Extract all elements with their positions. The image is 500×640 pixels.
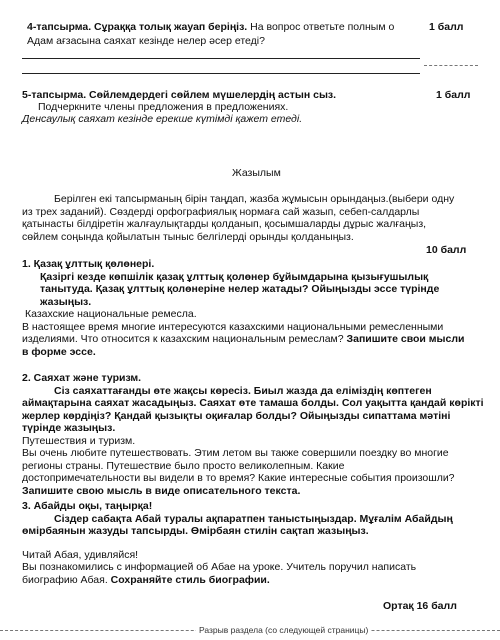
item-ru-title: Читай Абая, удивляйся! [22,548,139,561]
writing-score: 10 балл [426,244,467,256]
item-ru-bold-line: Запишите свою мысль в виде описательного текста. [22,484,301,497]
intro-line: из трех заданий). Сөздерді орфографиялық нормаға сай жазып, себеп-салдарлы [22,205,420,218]
total-score: Ортақ 16 балл [383,600,457,612]
item-ru-bold-line: в форме эссе. [22,345,96,358]
writing-intro [22,193,490,243]
item-kz-line: өмірбаянын жазуды тапсырды. Өмірбаян стилін сақтап жазыңыз. [22,525,369,537]
item-ru-title: Казахские национальные ремесла. [25,308,197,320]
task5-score: 1 балл [436,89,471,101]
item-kz-line: Сіздер сабақта Абай туралы ақпаратпен таныстыңыздар. Мұғалім Абайдың [54,512,453,525]
item-kz-line: жерлер көрдіңіз? Қандай қызықты оқиғалар болды? Ойыңызды сипаттама мәтіні [22,409,451,422]
task5-instruction: Подчеркните члены предложения в предложениях. [38,101,289,113]
item-ru-line: биографию Абая. [22,573,108,586]
answer-line [22,58,420,59]
item-kz-line: аймақтарына саяхат жасадыңыз. Саяхат өте тамаша болды. Сол уақытта қандай көрікті [22,397,484,409]
item-kz-line: Қазіргі кезде көпшілік қазақ ұлттық қолөнер бұйымдарына қызығушылық [40,270,429,283]
intro-line: қатынасты білдіретін жалғаулықтарды қолданып, қосымшаларды дұрыс жалғаңыз, [22,218,427,230]
section-title: Жазылым [232,167,281,179]
item-ru-line: регионы страны. Путешествие было просто великолепным. Какие [22,459,345,472]
task4-heading-ru: На вопрос ответьте полным о [250,21,395,33]
item-kz-line: жазыңыз. [40,295,92,308]
item-ru-line: Вы познакомились с информацией об Абае на уроке. Учитель поручил написать [22,561,417,573]
item-title: 3. Абайды оқы, таңырқа! [22,500,153,512]
task4-heading: 4-тапсырма. Сұраққа толық жауап беріңіз. [27,21,248,33]
task4-score: 1 балл [429,21,464,33]
item-title: 2. Саяхат және туризм. [22,372,142,384]
task4-question: Адам ағзасына саяхат кезінде нелер әсер етеді? [27,35,265,47]
item-kz-line: танытуда. Қазақ ұлттық қолөнеріне нелер жатады? Ойыңызды эссе түрінде [40,283,440,295]
intro-line: сөйлем соңында қойылатын тыныс белгілерді орынды қолданыңыз. [22,230,354,243]
item-ru-line: достопримечательности вы видели в то время? Какие интересные события произошли? [22,472,455,484]
task5-heading: 5-тапсырма. Сөйлемдердегі сөйлем мүшелердің астын сыз. [22,89,337,101]
item-kz-line: Сіз саяхаттағанды өте жақсы көресіз. Биыл жазда да еліміздің көптеген [54,384,432,397]
section-break-label: Разрыв раздела (со следующей страницы) [196,625,371,635]
item-2 [22,372,492,497]
item-ru-title: Путешествия и туризм. [22,434,136,447]
item-ru-line-mixed [22,574,492,587]
item-title: 1. Қазақ ұлттық қөлөнері. [22,258,155,270]
item-ru-line: В настоящее время многие интересуются казахскими национальными ремесленными [22,320,444,333]
answer-line [22,73,420,74]
item-3 [22,500,492,586]
item-ru-line: Вы очень любите путешествовать. Этим летом вы также совершили поездку во многие [22,447,449,459]
item-ru-line: изделиями. Что относится к казахским национальным ремеслам? [22,333,344,345]
item-1 [22,258,492,358]
intro-line: Берілген екі тапсырманың бірін таңдап, жазба жұмысын орындаңыз.(выбери одну [54,193,455,205]
item-ru-bold: Сохраняйте стиль биографии. [110,573,270,586]
task5-sentence: Денсаулық саяхат кезінде ерекше күтімді қажет етеді. [22,113,303,125]
item-ru-line-mixed [22,333,492,346]
task4-heading-line [27,21,394,33]
item-ru-bold: Запишите свои мысли [346,333,465,345]
item-kz-line: түрінде жазыңыз. [22,422,116,434]
answer-line-dashed [424,65,478,66]
